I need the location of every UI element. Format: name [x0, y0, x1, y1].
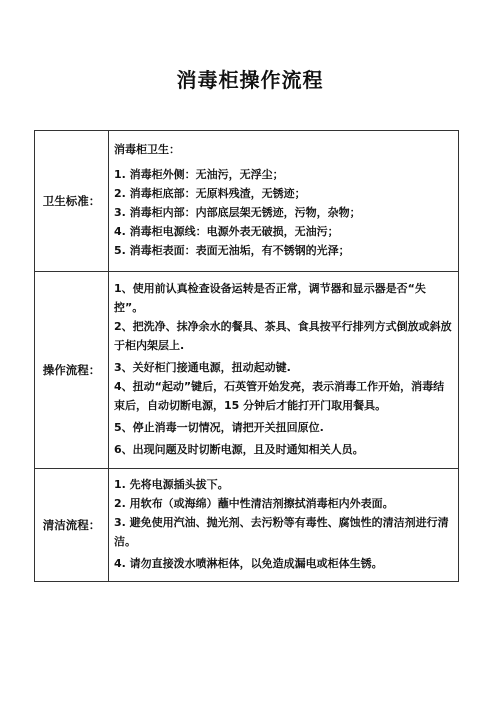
hygiene-item: 4. 消毒柜电源线：电源外表无破损，无油污； — [114, 225, 339, 238]
hygiene-item: 2. 消毒柜底部：无原料残渣，无锈迹； — [114, 187, 306, 200]
page-title: 消毒柜操作流程 — [176, 68, 324, 92]
operation-row — [35, 272, 459, 469]
cleaning-step: 2. 用软布（或海绵）蘸中性清洁剂擦拭消毒柜内外表面。 — [114, 497, 394, 510]
cleaning-row — [35, 469, 459, 582]
operation-label: 操作流程： — [35, 272, 109, 469]
operation-step: 6、出现问题及时切断电源，且及时通知相关人员。 — [114, 443, 364, 456]
hygiene-content — [109, 131, 459, 272]
operation-step: 1、使用前认真检查设备运转是否正常，调节器和显示器是否“失控”。 — [114, 282, 426, 314]
procedure-table — [34, 130, 459, 582]
operation-content — [109, 272, 459, 469]
hygiene-item: 5. 消毒柜表面：表面无油垢，有不锈钢的光泽； — [114, 244, 350, 257]
hygiene-item: 3. 消毒柜内部：内部底层架无锈迹，污物，杂物； — [114, 206, 361, 219]
cleaning-label: 清洁流程： — [35, 469, 109, 582]
cleaning-content — [109, 469, 459, 582]
operation-step: 4、扭动“起动”键后，石英管开始发亮，表示消毒工作开始，消毒结束后，自动切断电源，15 分钟后才能打开门取用餐具。 — [114, 380, 445, 412]
hygiene-label: 卫生标准： — [35, 131, 109, 272]
cleaning-step: 4. 请勿直接泼水喷淋柜体，以免造成漏电或柜体生锈。 — [114, 557, 383, 570]
cleaning-step: 3. 避免使用汽油、抛光剂、去污粉等有毒性、腐蚀性的清洁剂进行清洁。 — [114, 516, 449, 548]
hygiene-item: 1. 消毒柜外侧：无油污，无浮尘； — [114, 168, 284, 181]
operation-step: 3、关好柜门接通电源，扭动起动键. — [114, 361, 291, 374]
hygiene-heading: 消毒柜卫生： — [114, 143, 180, 156]
cleaning-step: 1. 先将电源插头拔下。 — [114, 478, 229, 491]
hygiene-row — [35, 131, 459, 272]
operation-step: 2、把洗净、抹净余水的餐具、茶具、食具按平行排列方式倒放或斜放于柜内架层上. — [114, 320, 452, 352]
operation-step: 5、停止消毒一切情况，请把开关扭回原位. — [114, 421, 324, 434]
